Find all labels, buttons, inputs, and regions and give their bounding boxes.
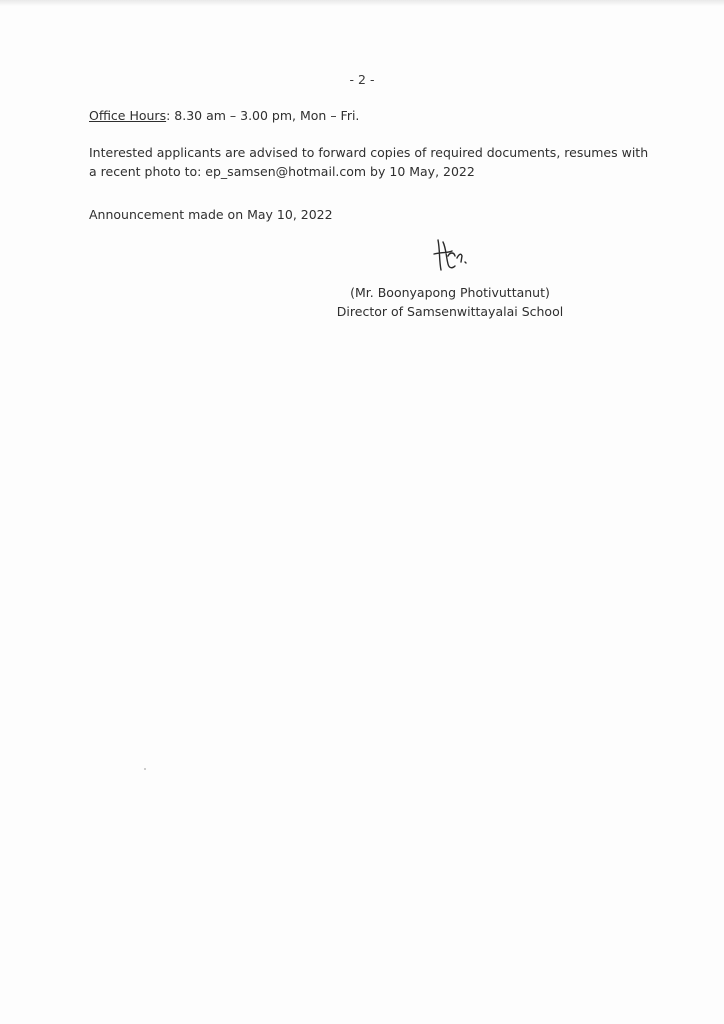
page-number: - 2 - [349,72,375,87]
application-line-1: Interested applicants are advised to forward copies of required documents, resumes with [89,145,649,160]
office-hours-label: Office Hours [89,108,167,123]
office-hours-value: 8.30 am – 3.00 pm, Mon – Fri. [170,108,360,123]
application-paragraph [89,143,649,182]
office-hours-colon: : [166,108,171,123]
scan-edge [0,0,724,6]
scan-speck [144,768,146,770]
signatory-name: (Mr. Boonyapong Photivuttanut) [350,285,550,300]
application-line-2: a recent photo to: ep_samsen@hotmail.com by 10 May, 2022 [89,164,475,180]
handwritten-signature [428,232,474,276]
office-hours-line [89,106,359,125]
announcement-date: Announcement made on May 10, 2022 [89,207,333,222]
signatory-title: Director of Samsenwittayalai School [336,304,564,320]
signatory-block [330,283,570,322]
